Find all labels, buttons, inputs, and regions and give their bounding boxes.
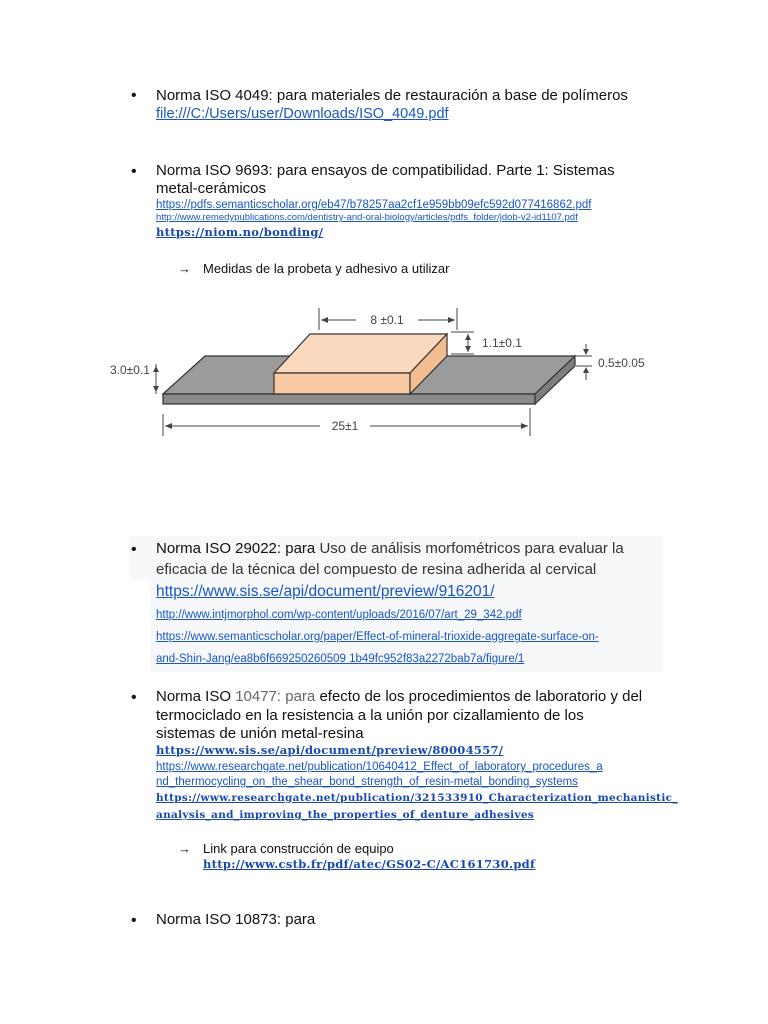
- specimen-diagram: [108, 296, 668, 446]
- item-title-num: 10477: para: [235, 688, 316, 705]
- item-title: sistemas de unión metal-resina: [156, 725, 364, 742]
- item-title: [156, 539, 624, 558]
- dim-label-height: 1.1±0.1: [482, 336, 522, 350]
- link[interactable]: https://www.semanticscholar.org/paper/Effect-of-mineral-trioxide-aggregate-surface-on-: [156, 631, 599, 643]
- bullet: •: [131, 912, 137, 929]
- bullet: •: [131, 541, 137, 558]
- dim-arrowhead: [153, 386, 159, 392]
- item-title-prefix: Norma ISO: [156, 688, 232, 705]
- sub-item-text: Medidas de la probeta y adhesivo a utilizar: [203, 261, 450, 276]
- link[interactable]: file:///C:/Users/user/Downloads/ISO_4049.pdf: [156, 106, 449, 122]
- dim-label-right: 0.5±0.05: [598, 356, 645, 370]
- block-front: [274, 373, 410, 394]
- link[interactable]: https://www.researchgate.net/publication/321533910_Characterization_mechanistic_: [156, 792, 678, 804]
- bullet: •: [131, 87, 137, 104]
- link[interactable]: https://www.sis.se/api/document/preview/80004557/: [156, 743, 504, 757]
- dim-label-bottom: 25±1: [331, 419, 359, 433]
- link[interactable]: https://pdfs.semanticscholar.org/eb47/b78257aa2cf1e959bb09efc592d077416862.pdf: [156, 199, 592, 211]
- dim-arrowhead: [153, 366, 159, 372]
- bullet: •: [131, 689, 137, 706]
- dim-arrowhead: [465, 346, 471, 352]
- dim-arrowhead: [583, 367, 589, 373]
- sub-item-text: Link para construcción de equipo: [203, 841, 394, 856]
- dim-arrowhead: [465, 334, 471, 340]
- link[interactable]: http://www.cstb.fr/pdf/atec/GS02-C/AC161730.pdf: [203, 857, 536, 871]
- link[interactable]: https://www.sis.se/api/document/preview/916201/: [156, 583, 495, 600]
- dim-arrowhead: [165, 423, 172, 429]
- dim-label-top: 8 ±0.1: [370, 313, 404, 327]
- item-title-rest: Uso de análisis morfométricos para evaluar la: [319, 540, 624, 557]
- dim-label-left: 3.0±0.1: [110, 363, 150, 377]
- link[interactable]: nd_thermocycling_on_the_shear_bond_strength_of_resin-metal_bonding_systems: [156, 776, 578, 788]
- link[interactable]: analysis_and_improving_the_properties_of_denture_adhesives: [156, 809, 535, 821]
- dim-arrowhead: [521, 423, 528, 429]
- item-title: Norma ISO 9693: para ensayos de compatibilidad. Parte 1: Sistemas: [156, 162, 615, 179]
- link[interactable]: http://www.remedypublications.com/dentistry-and-oral-biology/articles/pdfs_folder/jdob-v2-id1107.pdf: [156, 212, 578, 223]
- arrow-icon: →: [178, 841, 191, 856]
- link[interactable]: http://www.intjmorphol.com/wp-content/uploads/2016/07/art_29_342.pdf: [156, 609, 522, 621]
- item-title: Norma ISO 4049: para materiales de restauración a base de polímeros: [156, 87, 628, 104]
- item-title: eficacia de la técnica del compuesto de resina adherida al cervical: [156, 561, 597, 578]
- item-title: [156, 687, 642, 706]
- bullet: •: [131, 163, 137, 180]
- item-title: termociclado en la resistencia a la unión por cizallamiento de los: [156, 707, 584, 724]
- link[interactable]: and-Shin-Jang/ea8b6f669250260509 1b49fc952f83a2272bab7a/figure/1: [156, 653, 525, 665]
- dim-arrowhead: [321, 317, 328, 323]
- item-title-prefix: Norma ISO 29022: para: [156, 540, 316, 557]
- arrow-icon: →: [178, 261, 191, 276]
- plate-front: [163, 394, 535, 404]
- link[interactable]: https://niom.no/bonding/: [156, 225, 324, 239]
- item-title: metal-cerámicos: [156, 180, 267, 197]
- dim-arrowhead: [448, 317, 455, 323]
- item-title: Norma ISO 10873: para: [156, 911, 316, 928]
- item-title-rest: efecto de los procedimientos de laboratorio y del: [319, 688, 643, 705]
- link[interactable]: https://www.researchgate.net/publication/10640412_Effect_of_laboratory_procedures_a: [156, 761, 603, 773]
- dim-arrowhead: [583, 349, 589, 355]
